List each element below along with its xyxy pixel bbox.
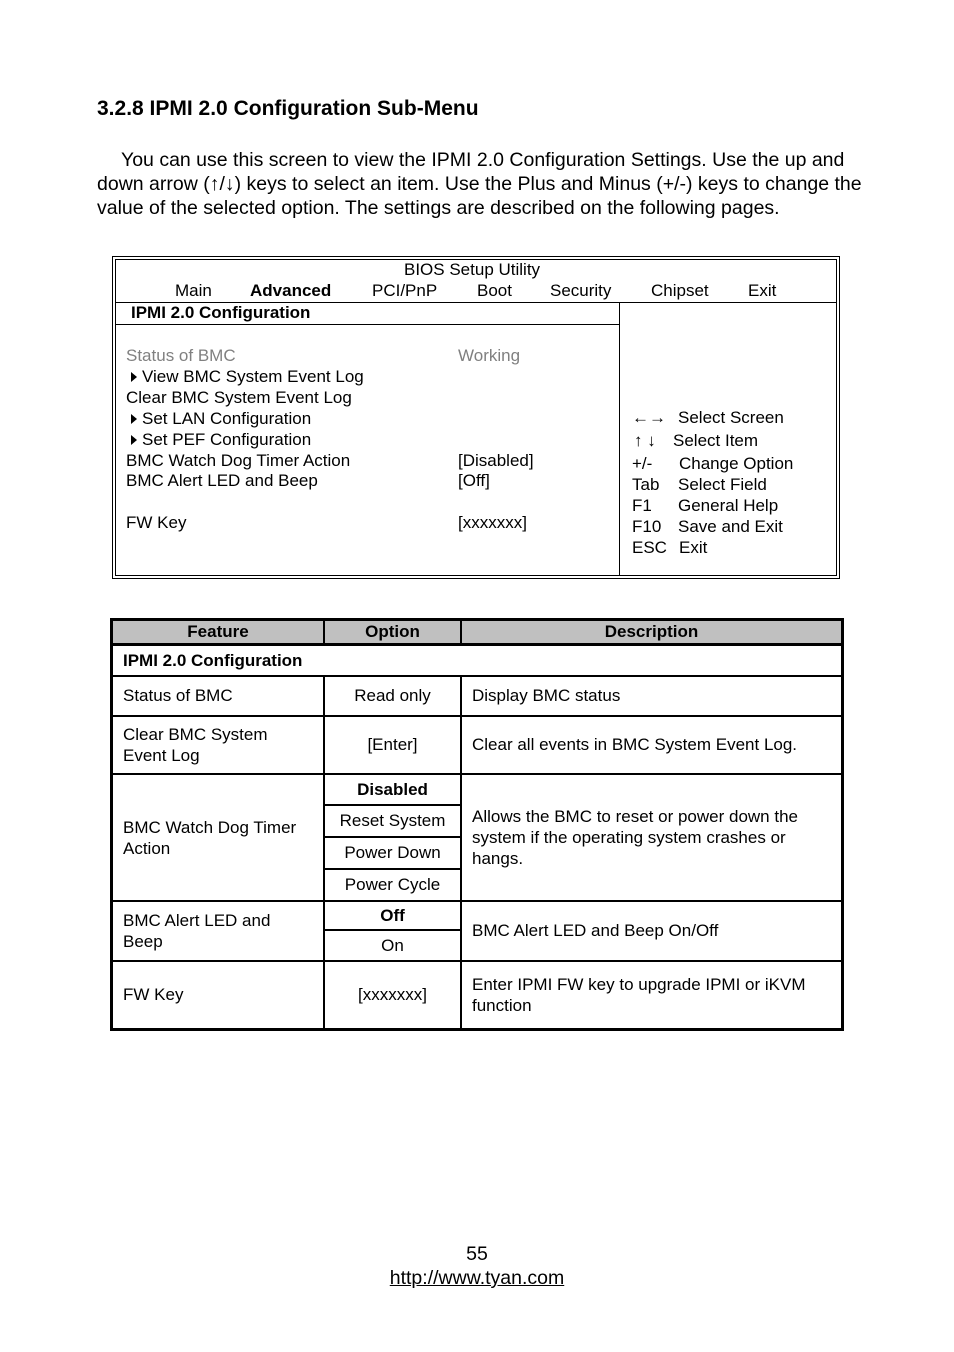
description-bmc-watchdog: Allows the BMC to reset or power down the system if the operating system crashes or hangs. [461,774,842,901]
submenu-arrow-icon [131,414,137,424]
item-bmc-alert-led-value[interactable]: [Off] [458,471,490,490]
item-fw-key-value[interactable]: [xxxxxxx] [458,513,527,532]
feature-bmc-watchdog: BMC Watch Dog Timer Action [112,774,324,901]
help-key-f10: F10 [632,517,662,536]
item-status-of-bmc: Status of BMC [126,346,236,365]
item-set-pef-configuration[interactable]: Set PEF Configuration [131,430,311,450]
help-key-esc: ESC [632,538,667,557]
option-reset-system: Reset System [324,805,461,837]
option-power-down: Power Down [324,837,461,869]
submenu-arrow-icon [131,435,137,445]
help-general-help: General Help [678,496,779,515]
section-divider [115,324,619,325]
item-fw-key[interactable]: FW Key [126,513,187,532]
description-clear-bmc-event-log: Clear all events in BMC System Event Log. [461,716,842,774]
help-save-and-exit: Save and Exit [678,517,783,536]
menu-chipset[interactable]: Chipset [651,281,709,300]
item-clear-bmc-event-log[interactable]: Clear BMC System Event Log [126,388,352,407]
item-view-bmc-event-log[interactable]: View BMC System Event Log [131,367,364,387]
help-divider [619,302,620,576]
menu-exit[interactable]: Exit [748,281,777,300]
option-power-cycle: Power Cycle [324,869,461,901]
bios-title: BIOS Setup Utility [404,260,541,279]
feature-table [110,618,844,1031]
intro-paragraph [97,148,867,220]
help-key-f1: F1 [632,496,652,515]
header-option: Option [324,620,461,645]
option-enter: [Enter] [324,716,461,774]
intro-text: You can use this screen to view the IPMI 2.0 Configuration Settings. Use the up and down arrow (↑/↓) keys to select an item. Use the Plus and Minus (+/-) keys to change the value of the selected option. The settings are described on the following pages. [97,149,862,219]
feature-clear-bmc-event-log: Clear BMC System Event Log [112,716,324,774]
help-select-screen: Select Screen [678,408,784,427]
group-row: IPMI 2.0 Configuration [112,645,842,676]
help-up-down-arrows-icon: ↑ ↓ [634,431,656,450]
menu-pcipnp[interactable]: PCI/PnP [372,281,438,300]
header-feature: Feature [112,620,324,645]
help-select-item: Select Item [673,431,759,450]
description-status-of-bmc: Display BMC status [461,676,842,716]
page-number: 55 [466,1243,488,1265]
website-link[interactable]: http://www.tyan.com [389,1267,565,1289]
item-set-lan-configuration[interactable]: Set LAN Configuration [131,409,311,429]
item-bmc-alert-led[interactable]: BMC Alert LED and Beep [126,471,318,490]
description-fw-key: Enter IPMI FW key to upgrade IPMI or iKVM function [461,961,842,1029]
help-change-option: Change Option [679,454,794,473]
footer-link-wrap [0,1267,954,1290]
option-fw-key: [xxxxxxx] [324,961,461,1029]
item-bmc-watchdog[interactable]: BMC Watch Dog Timer Action [126,451,351,470]
header-description: Description [461,620,842,645]
bios-section-title: IPMI 2.0 Configuration [131,303,311,322]
menu-boot[interactable]: Boot [477,281,512,300]
section-heading: 3.2.8 IPMI 2.0 Configuration Sub-Menu [97,97,479,120]
item-bmc-watchdog-value[interactable]: [Disabled] [458,451,534,470]
help-left-right-arrows-icon: ←→ [632,408,666,427]
menu-security[interactable]: Security [550,281,612,300]
option-disabled: Disabled [324,774,461,805]
menu-advanced[interactable]: Advanced [250,281,332,300]
submenu-arrow-icon [131,372,137,382]
feature-fw-key: FW Key [112,961,324,1029]
help-key-plus-minus: +/- [632,454,653,473]
menu-main[interactable]: Main [175,281,212,300]
option-on: On [324,930,461,961]
description-bmc-alert-led: BMC Alert LED and Beep On/Off [461,901,842,961]
option-off: Off [324,901,461,930]
item-status-of-bmc-value: Working [458,346,521,365]
feature-bmc-alert-led: BMC Alert LED and Beep [112,901,324,961]
feature-status-of-bmc: Status of BMC [112,676,324,716]
help-select-field: Select Field [678,475,767,494]
help-key-tab: Tab [632,475,660,494]
help-exit: Exit [679,538,708,557]
option-read-only: Read only [324,676,461,716]
